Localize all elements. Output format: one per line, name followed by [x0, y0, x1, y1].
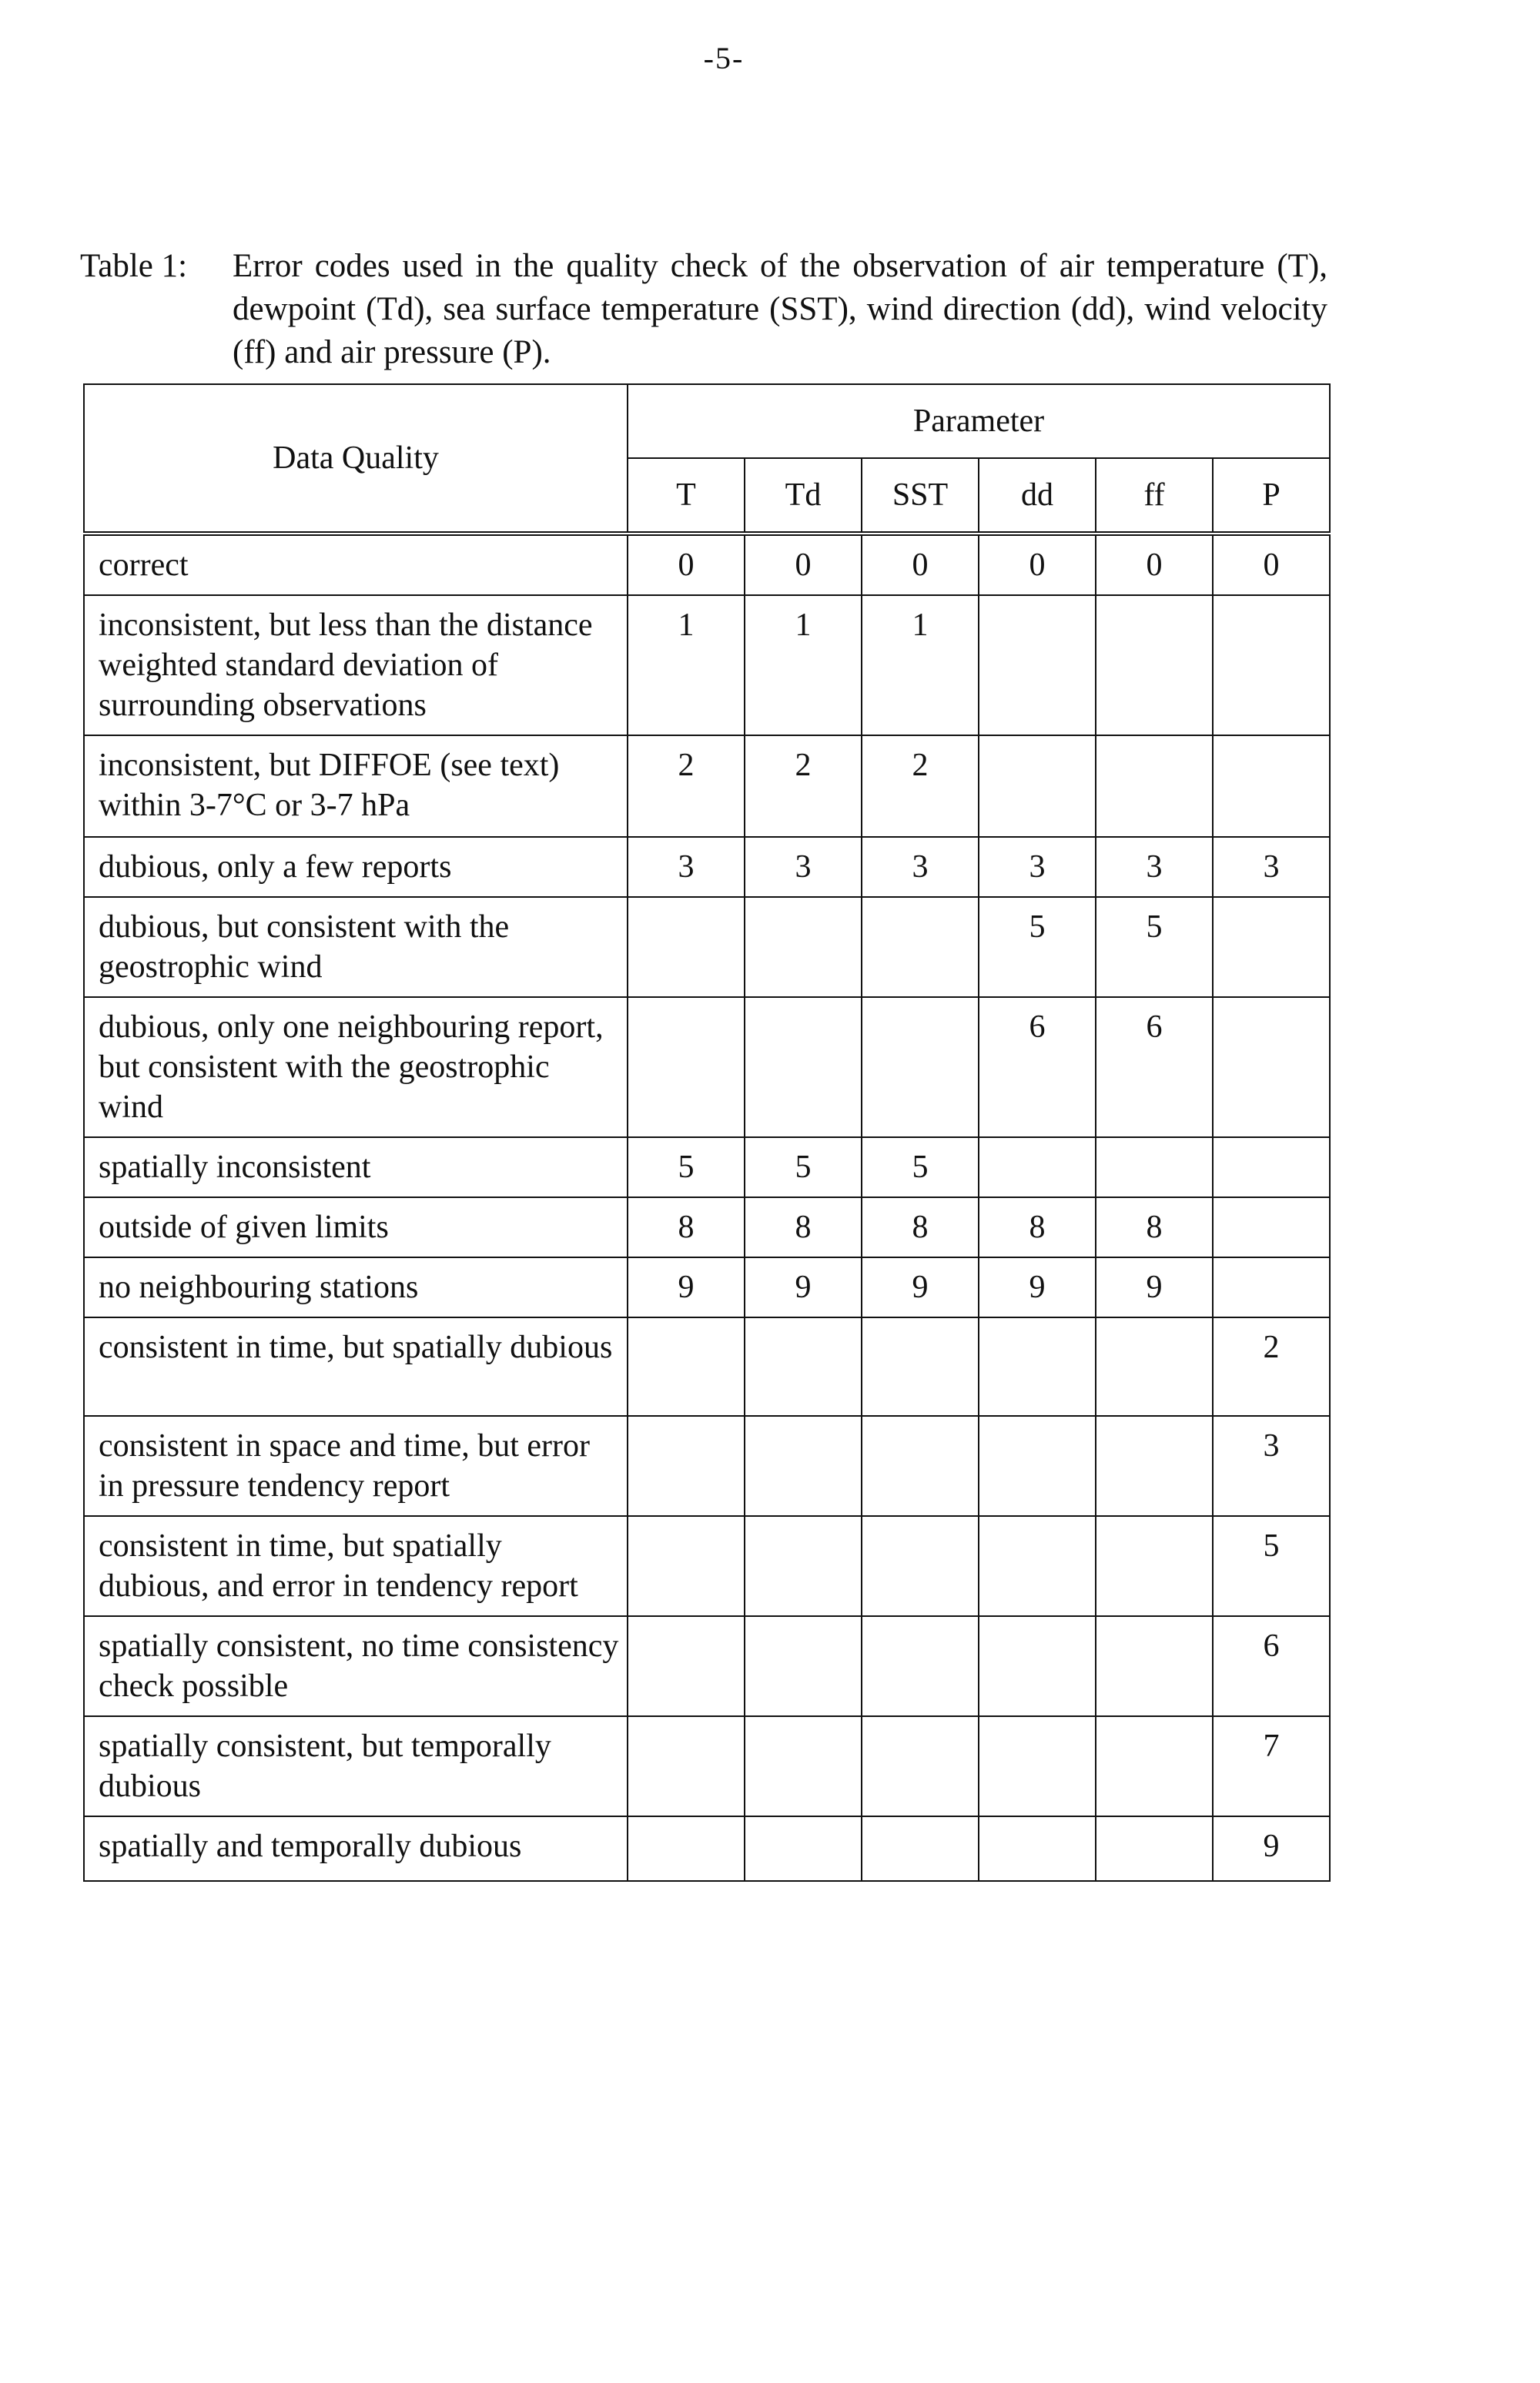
table-row [84, 1257, 1330, 1317]
error-code-cell-p: 5 [1213, 1516, 1330, 1616]
error-code-cell-sst: 0 [862, 534, 979, 595]
error-code-cell-p: 6 [1213, 1616, 1330, 1716]
error-code-cell-dd [979, 1816, 1096, 1881]
error-code-cell-dd [979, 735, 1096, 837]
error-code-cell-td: 0 [745, 534, 862, 595]
error-code-cell-ff [1096, 1137, 1213, 1197]
error-code-cell-ff [1096, 1616, 1213, 1716]
error-code-cell-dd [979, 1317, 1096, 1416]
error-code-cell-ff: 9 [1096, 1257, 1213, 1317]
error-code-cell-ff [1096, 1416, 1213, 1516]
error-code-cell-td: 8 [745, 1197, 862, 1257]
error-code-cell-t: 5 [628, 1137, 745, 1197]
error-code-cell-sst [862, 1317, 979, 1416]
caption-text: Error codes used in the quality check of the observation of air temperature (T), dewpoint (Td), sea surface temperature (SST), wind direction (dd), wind velocity (ff) and air pressure (P). [233, 248, 1327, 370]
error-code-cell-p [1213, 1257, 1330, 1317]
caption-label: Table 1: [80, 248, 188, 284]
data-quality-cell: spatially consistent, no time consistency check possible [84, 1616, 628, 1716]
table-row [84, 595, 1330, 735]
data-quality-cell: inconsistent, but less than the distance weighted standard deviation of surrounding observations [84, 595, 628, 735]
table-row [84, 997, 1330, 1137]
table-row [84, 1516, 1330, 1616]
error-code-cell-t: 9 [628, 1257, 745, 1317]
error-code-cell-t: 2 [628, 735, 745, 837]
error-code-cell-t [628, 1716, 745, 1816]
error-code-cell-td: 9 [745, 1257, 862, 1317]
error-code-cell-p: 9 [1213, 1816, 1330, 1881]
column-header-sst: SST [862, 458, 979, 534]
data-quality-cell: no neighbouring stations [84, 1257, 628, 1317]
error-code-cell-sst: 3 [862, 837, 979, 897]
error-code-cell-sst: 5 [862, 1137, 979, 1197]
table-row [84, 1616, 1330, 1716]
column-header-t: T [628, 458, 745, 534]
data-quality-cell: spatially consistent, but temporally dubious [84, 1716, 628, 1816]
error-code-cell-p: 7 [1213, 1716, 1330, 1816]
parameter-header: Parameter [628, 384, 1330, 458]
column-header-ff: ff [1096, 458, 1213, 534]
error-code-cell-dd: 0 [979, 534, 1096, 595]
table-row [84, 897, 1330, 997]
error-code-cell-td [745, 1516, 862, 1616]
data-quality-cell: dubious, only a few reports [84, 837, 628, 897]
error-code-cell-t [628, 1317, 745, 1416]
error-code-cell-dd: 9 [979, 1257, 1096, 1317]
error-code-cell-ff: 0 [1096, 534, 1213, 595]
error-code-cell-t [628, 1616, 745, 1716]
data-quality-cell: dubious, only one neighbouring report, but consistent with the geostrophic wind [84, 997, 628, 1137]
error-code-cell-sst [862, 997, 979, 1137]
error-code-cell-sst: 8 [862, 1197, 979, 1257]
data-quality-cell: dubious, but consistent with the geostrophic wind [84, 897, 628, 997]
error-code-cell-sst: 1 [862, 595, 979, 735]
error-code-cell-p: 2 [1213, 1317, 1330, 1416]
error-code-cell-td [745, 1616, 862, 1716]
error-code-cell-td: 5 [745, 1137, 862, 1197]
error-code-cell-td: 2 [745, 735, 862, 837]
error-code-cell-p [1213, 595, 1330, 735]
page-number: -5- [703, 41, 745, 75]
error-code-cell-t [628, 1816, 745, 1881]
error-code-cell-ff [1096, 1716, 1213, 1816]
error-code-cell-dd: 8 [979, 1197, 1096, 1257]
error-code-cell-t [628, 897, 745, 997]
error-code-cell-t: 0 [628, 534, 745, 595]
error-code-cell-p [1213, 997, 1330, 1137]
error-code-cell-ff [1096, 1317, 1213, 1416]
table-row [84, 1137, 1330, 1197]
error-code-cell-t [628, 1516, 745, 1616]
error-code-cell-t [628, 997, 745, 1137]
error-code-cell-sst [862, 1716, 979, 1816]
error-code-cell-t: 1 [628, 595, 745, 735]
data-quality-cell: consistent in time, but spatially dubious, and error in tendency report [84, 1516, 628, 1616]
data-quality-cell: consistent in time, but spatially dubious [84, 1317, 628, 1416]
error-code-cell-sst [862, 1616, 979, 1716]
error-code-cell-sst: 2 [862, 735, 979, 837]
error-code-cell-dd: 5 [979, 897, 1096, 997]
error-code-cell-t: 8 [628, 1197, 745, 1257]
error-code-cell-td [745, 1816, 862, 1881]
data-quality-cell: inconsistent, but DIFFOE (see text) within 3-7°C or 3-7 hPa [84, 735, 628, 837]
error-code-cell-sst [862, 1816, 979, 1881]
error-code-cell-td [745, 1716, 862, 1816]
error-code-cell-td [745, 897, 862, 997]
table-row [84, 1197, 1330, 1257]
error-code-cell-ff [1096, 595, 1213, 735]
table-row [84, 1716, 1330, 1816]
table-row [84, 534, 1330, 595]
error-code-cell-dd [979, 1516, 1096, 1616]
error-code-cell-ff: 8 [1096, 1197, 1213, 1257]
table-row [84, 735, 1330, 837]
table-caption [80, 245, 1327, 374]
error-code-cell-ff: 6 [1096, 997, 1213, 1137]
column-header-p: P [1213, 458, 1330, 534]
data-quality-cell: spatially inconsistent [84, 1137, 628, 1197]
error-code-cell-sst: 9 [862, 1257, 979, 1317]
error-code-cell-sst [862, 897, 979, 997]
error-code-cell-p [1213, 897, 1330, 997]
error-code-cell-sst [862, 1416, 979, 1516]
table-row [84, 1816, 1330, 1881]
error-code-cell-dd [979, 1137, 1096, 1197]
error-code-cell-td [745, 1416, 862, 1516]
error-code-cell-dd [979, 595, 1096, 735]
error-code-cell-dd: 3 [979, 837, 1096, 897]
error-code-cell-sst [862, 1516, 979, 1616]
error-code-cell-td: 1 [745, 595, 862, 735]
error-code-cell-t: 3 [628, 837, 745, 897]
column-header-dd: dd [979, 458, 1096, 534]
column-header-td: Td [745, 458, 862, 534]
error-code-cell-p [1213, 1197, 1330, 1257]
error-code-cell-p [1213, 1137, 1330, 1197]
table-row [84, 837, 1330, 897]
error-codes-table [83, 383, 1331, 1882]
error-code-cell-ff [1096, 735, 1213, 837]
error-code-cell-dd [979, 1716, 1096, 1816]
table-row [84, 1416, 1330, 1516]
error-code-cell-t [628, 1416, 745, 1516]
error-code-cell-ff [1096, 1816, 1213, 1881]
data-quality-header: Data Quality [84, 384, 628, 534]
error-code-cell-p: 3 [1213, 1416, 1330, 1516]
error-code-cell-td: 3 [745, 837, 862, 897]
error-code-cell-dd: 6 [979, 997, 1096, 1137]
data-quality-cell: spatially and temporally dubious [84, 1816, 628, 1881]
data-quality-cell: outside of given limits [84, 1197, 628, 1257]
error-code-cell-ff: 3 [1096, 837, 1213, 897]
error-code-cell-td [745, 997, 862, 1137]
table-row [84, 1317, 1330, 1416]
error-code-cell-p: 0 [1213, 534, 1330, 595]
error-code-cell-p [1213, 735, 1330, 837]
error-code-cell-p: 3 [1213, 837, 1330, 897]
error-code-cell-ff: 5 [1096, 897, 1213, 997]
error-code-cell-dd [979, 1616, 1096, 1716]
data-quality-cell: correct [84, 534, 628, 595]
error-code-cell-ff [1096, 1516, 1213, 1616]
data-quality-cell: consistent in space and time, but error in pressure tendency report [84, 1416, 628, 1516]
error-code-cell-dd [979, 1416, 1096, 1516]
error-code-cell-td [745, 1317, 862, 1416]
